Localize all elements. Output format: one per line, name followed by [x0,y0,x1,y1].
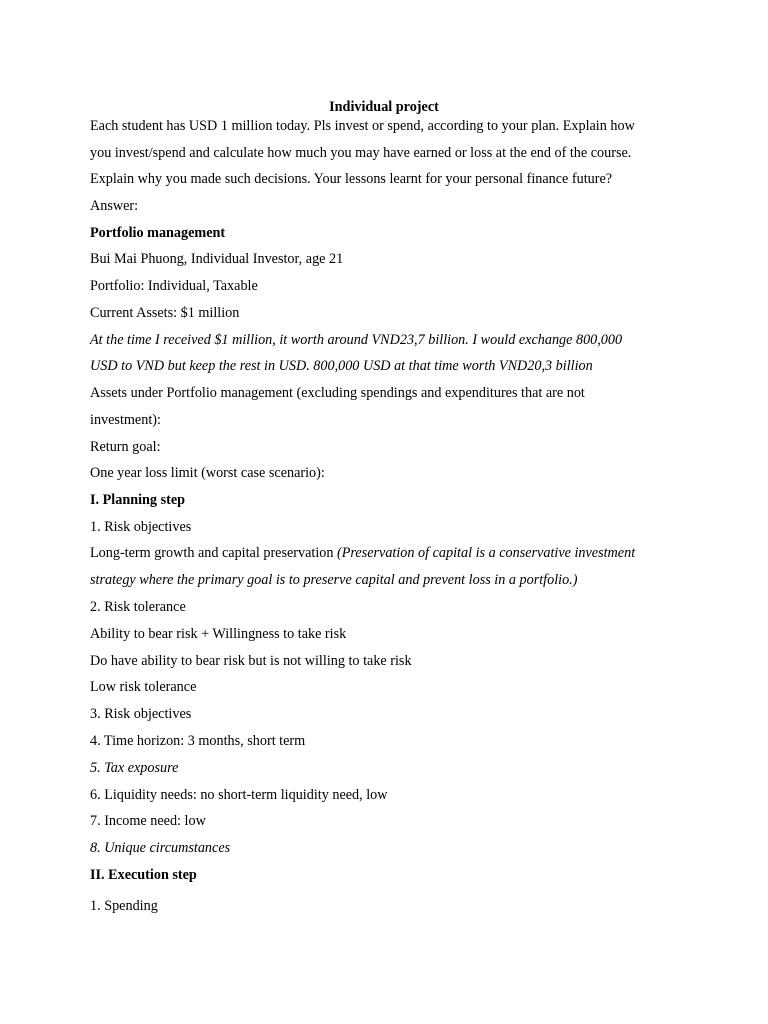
growth-text: Long-term growth and capital preservation [90,545,334,561]
tax-exposure-item: 5. Tax exposure [90,760,179,776]
spending-item: 1. Spending [90,898,158,914]
answer-label: Answer: [90,198,139,214]
exchange-note-line-1: At the time I received $1 million, it worth around VND23,7 billion. I would exchange 800,000 [90,332,623,348]
prompt-line-1: Each student has USD 1 million today. Pls invest or spend, according to your plan. Explain how [90,118,635,134]
portfolio-line: Portfolio: Individual, Taxable [90,278,258,294]
ability-statement-line: Do have ability to bear risk but is not willing to take risk [90,653,412,669]
risk-tolerance-item: 2. Risk tolerance [90,599,186,615]
growth-note: (Preservation of capital is a conservative investment [337,545,636,561]
time-horizon-item: 4. Time horizon: 3 months, short term [90,733,306,749]
unique-circumstances-item: 8. Unique circumstances [90,840,231,856]
aum-line-2: investment): [90,412,161,428]
planning-heading: I. Planning step [90,492,186,508]
income-need-item: 7. Income need: low [90,813,206,829]
return-goal-line: Return goal: [90,439,161,455]
aum-line-1: Assets under Portfolio management (excluding spendings and expenditures that are not [90,385,585,401]
risk-objectives-item-1: 1. Risk objectives [90,519,192,535]
growth-note-line-2: strategy where the primary goal is to preserve capital and prevent loss in a portfolio.) [90,572,578,588]
prompt-line-3: Explain why you made such decisions. Your lessons learnt for your personal finance future? [90,171,613,187]
loss-limit-line: One year loss limit (worst case scenario): [90,465,325,481]
liquidity-item: 6. Liquidity needs: no short-term liquidity need, low [90,787,388,803]
growth-line [90,543,690,563]
risk-objectives-item-3: 3. Risk objectives [90,706,192,722]
low-tolerance-line: Low risk tolerance [90,679,197,695]
execution-heading: II. Execution step [90,867,197,883]
document-title: Individual project [329,99,439,115]
investor-line: Bui Mai Phuong, Individual Investor, age 21 [90,251,344,267]
current-assets-line: Current Assets: $1 million [90,305,240,321]
portfolio-heading: Portfolio management [90,225,226,241]
ability-willingness-line: Ability to bear risk + Willingness to take risk [90,626,347,642]
prompt-line-2: you invest/spend and calculate how much you may have earned or loss at the end of the course. [90,145,632,161]
exchange-note-line-2: USD to VND but keep the rest in USD. 800,000 USD at that time worth VND20,3 billion [90,358,593,374]
